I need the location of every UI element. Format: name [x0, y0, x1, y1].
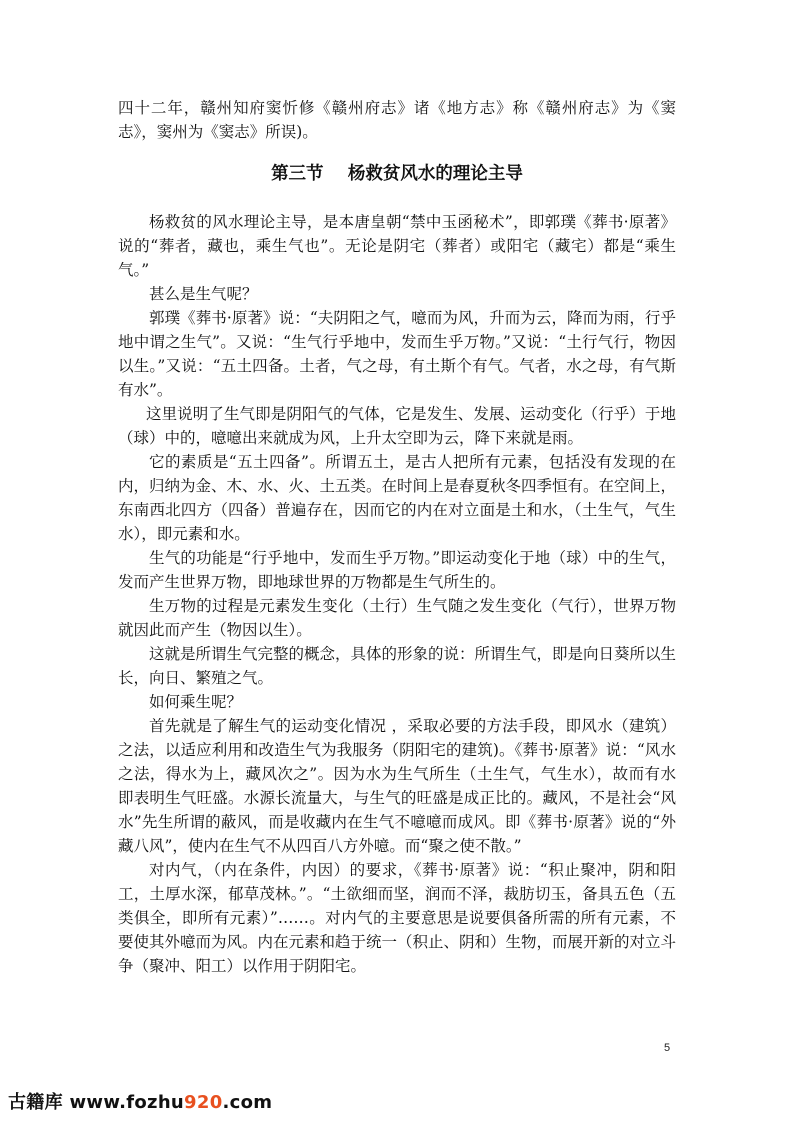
body-text — [118, 96, 676, 978]
paragraph: 它的素质是“五土四备”。所谓五土，是古人把所有元素，包括没有发现的在内，归纳为金、木、水、火、土五类。在时间上是春夏秋冬四季恒有。在空间上，东南西北四方（四备）普遍存在，因而它的内在对立面是土和水，（土生气，气生水），即元素和水。 — [118, 453, 677, 543]
page-number: 5 — [664, 1042, 671, 1054]
paragraph: 郭璞《葬书·原著》说：“夫阴阳之气，噫而为风，升而为云，降而为雨，行乎地中谓之生气”。又说：“生气行乎地中，发而生乎万物。”又说：“土行气行，物因以生。”又说：“五土四备。土者，气之母，有土斯个有气。气者，水之母，有气斯有水”。 — [118, 309, 676, 399]
paragraph: 甚么是生气呢？ — [149, 285, 258, 303]
watermark-prefix: 古籍库 www.fozhu — [8, 1092, 185, 1113]
paragraph: 首先就是了解生气的运动变化情况 ，采取必要的方法手段，即风水（建筑）之法，以适应利用和改造生气为我服务（阴阳宅的建筑)。《葬书·原著》说：“风水之法，得水为上，藏风次之”。因为水为生气所生（土生气，气生水），故而有水即表明生气旺盛。水源长流量大，与生气的旺盛是成正比的。藏风，不是社会“风水”先生所谓的蔽风，而是收藏内在生气不噫噫而成风。即《葬书·原著》说的“外藏八风”，使内在生气不从四百八方外噫。而“聚之使不散。” — [118, 717, 676, 855]
paragraph: 生气的功能是“行乎地中，发而生乎万物。”即运动变化于地（球）中的生气，发而产生世界万物，即地球世界的万物都是生气所生的。 — [118, 549, 676, 591]
paragraph: 如何乘生呢？ — [149, 693, 243, 711]
paragraph: 对内气，（内在条件，内因）的要求，《葬书·原著》说：“积止聚冲，阴和阳工，土厚水深，郁草茂林。”。“土欲细而坚，润而不泽，裁肪切玉，备具五色（五类俱全，即所有元素）”……。对内气的主要意思是说要俱备所需的所有元素，不要使其外噫而为风。内在元素和趋于统一（积止、阴和）生物，而展开新的对立斗争（聚冲、阳工）以作用于阴阳宅。 — [118, 861, 677, 975]
paragraph: 这里说明了生气即是阴阳气的气体，它是发生、发展、运动变化（行乎）于地（球）中的，噫噫出来就成为风，上升太空即为云，降下来就是雨。 — [118, 405, 676, 447]
paragraph-continuation: 四十二年，赣州知府窦忻修《赣州府志》诸《地方志》称《赣州府志》为《窦志》，窦州为《窦志》所误)。 — [118, 99, 676, 141]
paragraph: 这就是所谓生气完整的概念，具体的形象的说：所谓生气，即是向日葵所以生长，向日、繁殖之气。 — [118, 645, 677, 687]
paragraph: 杨救贫的风水理论主导，是本唐皇朝“禁中玉函秘术”，即郭璞《葬书·原著》说的“葬者，藏也，乘生气也”。无论是阴宅（葬者）或阳宅（藏宅）都是“乘生气。” — [118, 213, 676, 279]
watermark — [8, 1088, 272, 1114]
section-heading: 第三节 杨救贫风水的理论主导 — [271, 164, 523, 184]
watermark-suffix: .com — [222, 1092, 273, 1113]
paragraph: 生万物的过程是元素发生变化（土行）生气随之发生变化（气行），世界万物就因此而产生（物因以生）。 — [118, 597, 676, 639]
watermark-highlight: 920 — [184, 1092, 223, 1113]
